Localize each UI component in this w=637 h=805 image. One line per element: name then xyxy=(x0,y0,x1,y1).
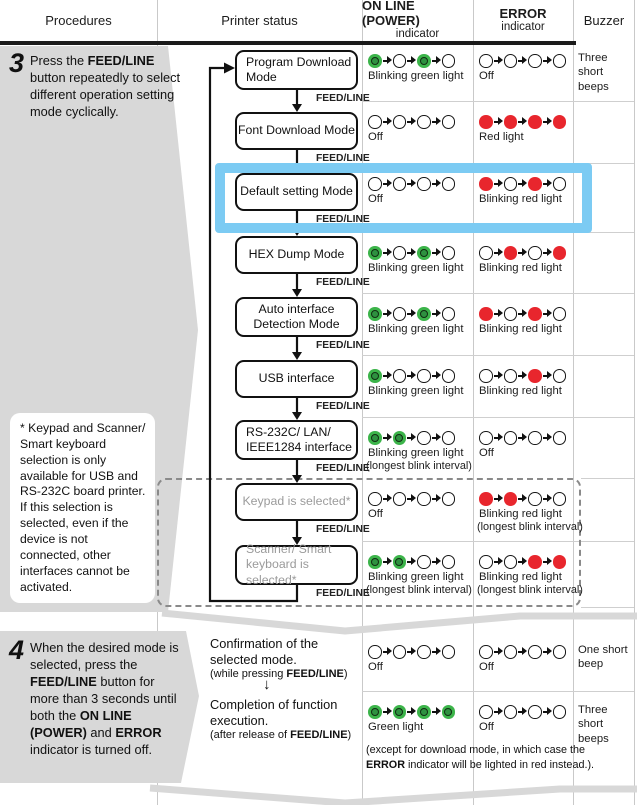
indicator-label: Blinking green light xyxy=(368,323,464,335)
arrow-right-icon xyxy=(406,246,417,259)
led-off-icon xyxy=(504,555,518,569)
arrow-right-icon xyxy=(517,54,528,67)
confirmation-sub: ) xyxy=(343,667,348,680)
led-red-icon xyxy=(528,307,542,321)
column-header-label: ON LINE (POWER) xyxy=(362,0,420,28)
arrow-right-icon xyxy=(406,705,417,718)
mode-box-label: Font Download Mode xyxy=(238,123,355,138)
led-pattern xyxy=(368,369,455,383)
arrow-right-icon xyxy=(517,307,528,320)
led-off-icon xyxy=(442,246,456,260)
completion-sub: (after release of xyxy=(210,728,291,741)
led-pattern xyxy=(479,645,566,659)
flow-arrowhead-icon xyxy=(292,352,302,360)
column-header-label: Printer status xyxy=(221,12,298,28)
indicator-sublabel: (longest blink interval) xyxy=(477,521,583,533)
led-off-icon xyxy=(479,555,493,569)
led-green-icon xyxy=(442,705,456,719)
led-off-icon xyxy=(553,54,567,68)
led-green-icon xyxy=(417,54,431,68)
arrow-right-icon xyxy=(493,246,504,259)
indicator-label: Off xyxy=(479,70,494,82)
arrow-right-icon xyxy=(542,115,553,128)
step4-text-part: and xyxy=(86,725,116,741)
led-off-icon xyxy=(553,431,567,445)
led-green-icon xyxy=(368,307,382,321)
led-pattern xyxy=(479,177,566,191)
feed-line-label: FEED/LINE xyxy=(316,524,370,535)
column-header-label: ERROR xyxy=(499,5,547,21)
arrow-right-icon xyxy=(431,115,442,128)
arrow-right-icon xyxy=(493,115,504,128)
led-red-icon xyxy=(479,115,493,129)
led-off-icon xyxy=(442,369,456,383)
led-green-icon xyxy=(368,246,382,260)
column-header-label: Buzzer xyxy=(583,12,625,28)
led-off-icon xyxy=(368,492,382,506)
led-off-icon xyxy=(393,54,407,68)
indicator-label: Off xyxy=(368,508,383,520)
arrow-right-icon xyxy=(517,645,528,658)
mode-box-label: Detection Mode xyxy=(253,317,340,331)
led-off-icon xyxy=(393,492,407,506)
led-off-icon xyxy=(417,431,431,445)
indicator-label: Blinking red light xyxy=(479,262,562,274)
arrow-right-icon xyxy=(517,177,528,190)
arrow-right-icon xyxy=(517,705,528,718)
led-pattern xyxy=(368,705,455,719)
confirmation-sub-bold: FEED/LINE xyxy=(286,667,344,680)
footnote-part: (except for download mode, in which case the xyxy=(366,744,586,756)
led-red-icon xyxy=(528,369,542,383)
step4-error-bold: ERROR xyxy=(115,725,162,741)
indicator-label: Off xyxy=(479,661,494,673)
mode-box xyxy=(235,420,358,460)
indicator-label: Blinking red light xyxy=(479,571,562,583)
arrow-right-icon xyxy=(382,492,393,505)
led-pattern xyxy=(368,492,455,506)
indicator-label: Off xyxy=(368,193,383,205)
completion-line: execution. xyxy=(210,712,269,728)
arrow-right-icon xyxy=(382,115,393,128)
led-red-icon xyxy=(479,307,493,321)
led-pattern xyxy=(479,307,566,321)
led-green-icon xyxy=(393,431,407,445)
column-header-sublabel: indicator xyxy=(501,20,545,33)
led-off-icon xyxy=(442,54,456,68)
arrow-right-icon xyxy=(382,246,393,259)
mode-box xyxy=(235,50,358,90)
led-off-icon xyxy=(479,369,493,383)
mode-box-label: Mode xyxy=(246,70,277,84)
arrow-right-icon xyxy=(431,555,442,568)
led-pattern xyxy=(368,307,455,321)
led-off-icon xyxy=(504,177,518,191)
mode-box-label: HEX Dump Mode xyxy=(248,247,345,262)
led-pattern xyxy=(368,115,455,129)
mode-box-label: Default setting Mode xyxy=(240,184,353,199)
indicator-label: Green light xyxy=(368,721,424,733)
led-off-icon xyxy=(553,177,567,191)
arrow-right-icon xyxy=(517,369,528,382)
feed-line-label: FEED/LINE xyxy=(316,277,370,288)
led-off-icon xyxy=(553,705,567,719)
arrow-right-icon xyxy=(542,369,553,382)
led-red-icon xyxy=(504,115,518,129)
arrow-right-icon xyxy=(493,705,504,718)
arrow-right-icon xyxy=(431,705,442,718)
led-off-icon xyxy=(417,555,431,569)
led-red-icon xyxy=(504,246,518,260)
arrow-right-icon xyxy=(382,54,393,67)
led-off-icon xyxy=(393,246,407,260)
led-green-icon xyxy=(368,431,382,445)
led-off-icon xyxy=(479,645,493,659)
led-off-icon xyxy=(504,645,518,659)
arrow-right-icon xyxy=(493,54,504,67)
mode-box xyxy=(235,483,358,521)
indicator-label: Off xyxy=(479,721,494,733)
led-off-icon xyxy=(442,555,456,569)
led-off-icon xyxy=(553,492,567,506)
column-header-label: Procedures xyxy=(45,12,112,28)
arrow-right-icon xyxy=(406,54,417,67)
indicator-label: Blinking green light xyxy=(368,447,464,459)
led-pattern xyxy=(479,431,566,445)
buzzer-text: Three short beeps xyxy=(578,52,609,93)
led-pattern xyxy=(479,705,566,719)
footnote-part: indicator will be lighted in red instead.). xyxy=(405,758,595,771)
mode-box-label: keyboard is selected* xyxy=(246,557,309,587)
mode-box-label: IEEE1284 interface xyxy=(246,440,352,454)
buzzer-text: One short beep xyxy=(578,644,628,671)
arrow-right-icon xyxy=(542,54,553,67)
indicator-sublabel: (longest blink interval) xyxy=(366,584,472,596)
feed-line-label: FEED/LINE xyxy=(316,214,370,225)
mode-box-label: Program Download xyxy=(246,54,352,69)
arrow-right-icon xyxy=(493,307,504,320)
led-off-icon xyxy=(417,369,431,383)
confirmation-sub: (while pressing xyxy=(210,667,287,680)
led-off-icon xyxy=(528,54,542,68)
led-off-icon xyxy=(442,645,456,659)
mode-box xyxy=(235,236,358,274)
led-red-icon xyxy=(553,246,567,260)
indicator-sublabel: (longest blink interval) xyxy=(366,460,472,472)
arrow-right-icon xyxy=(382,307,393,320)
completion-line: Completion of function xyxy=(210,697,338,712)
arrow-right-icon xyxy=(431,177,442,190)
loop-arrowhead-icon xyxy=(224,63,235,74)
led-pattern xyxy=(368,645,455,659)
arrow-right-icon xyxy=(517,246,528,259)
confirmation-text xyxy=(210,636,380,682)
led-off-icon xyxy=(442,492,456,506)
arrow-right-icon xyxy=(542,431,553,444)
footnote xyxy=(366,743,600,772)
led-off-icon xyxy=(553,307,567,321)
arrow-right-icon xyxy=(517,492,528,505)
confirmation-line: selected mode. xyxy=(210,651,297,667)
led-off-icon xyxy=(417,177,431,191)
arrow-right-icon xyxy=(431,431,442,444)
step4-text-part: button for more than 3 seconds until both the xyxy=(30,674,177,724)
arrow-right-icon xyxy=(431,307,442,320)
arrow-right-icon xyxy=(493,431,504,444)
arrow-right-icon xyxy=(406,177,417,190)
led-red-icon xyxy=(553,115,567,129)
led-pattern xyxy=(479,369,566,383)
completion-sub: ) xyxy=(347,728,352,741)
arrow-right-icon xyxy=(542,307,553,320)
led-off-icon xyxy=(528,492,542,506)
led-green-icon xyxy=(368,705,382,719)
indicator-label: Blinking green light xyxy=(368,571,464,583)
flow-arrowhead-icon xyxy=(292,412,302,420)
indicator-label: Blinking red light xyxy=(479,323,562,335)
led-off-icon xyxy=(368,645,382,659)
led-off-icon xyxy=(479,431,493,445)
led-green-icon xyxy=(393,555,407,569)
led-red-icon xyxy=(553,555,567,569)
completion-sub-bold: FEED/LINE xyxy=(290,728,348,741)
feed-line-label: FEED/LINE xyxy=(316,401,370,412)
arrow-right-icon xyxy=(517,431,528,444)
indicator-label: Red light xyxy=(479,131,524,143)
column-header-sublabel: indicator xyxy=(395,27,440,40)
step4-text-part: indicator is turned off. xyxy=(30,742,153,758)
indicator-label: Blinking green light xyxy=(368,262,464,274)
led-off-icon xyxy=(479,54,493,68)
led-pattern xyxy=(368,555,455,569)
arrow-right-icon xyxy=(542,645,553,658)
indicator-label: Off xyxy=(368,661,383,673)
step-number: 3 xyxy=(9,48,25,78)
down-arrow-icon: ↓ xyxy=(263,676,271,693)
led-off-icon xyxy=(528,645,542,659)
led-off-icon xyxy=(553,645,567,659)
led-off-icon xyxy=(393,177,407,191)
led-pattern xyxy=(479,492,566,506)
mode-box-label: Scanner/ Smart xyxy=(246,541,332,556)
led-off-icon xyxy=(504,431,518,445)
led-red-icon xyxy=(528,177,542,191)
arrow-right-icon xyxy=(406,555,417,568)
led-off-icon xyxy=(504,369,518,383)
led-off-icon xyxy=(442,431,456,445)
led-red-icon xyxy=(504,492,518,506)
mode-box xyxy=(235,112,358,150)
arrow-right-icon xyxy=(382,177,393,190)
arrow-right-icon xyxy=(431,246,442,259)
led-pattern xyxy=(479,115,566,129)
confirmation-line: Confirmation of the xyxy=(210,636,319,651)
led-green-icon xyxy=(393,705,407,719)
led-off-icon xyxy=(553,369,567,383)
arrow-right-icon xyxy=(382,555,393,568)
led-off-icon xyxy=(504,307,518,321)
arrow-right-icon xyxy=(382,645,393,658)
arrow-right-icon xyxy=(493,555,504,568)
led-off-icon xyxy=(417,115,431,129)
led-pattern xyxy=(368,246,455,260)
led-pattern xyxy=(479,246,566,260)
led-pattern xyxy=(368,177,455,191)
led-off-icon xyxy=(417,645,431,659)
buzzer-text: Three short beeps xyxy=(578,704,609,745)
indicator-label: Blinking red light xyxy=(479,193,562,205)
led-off-icon xyxy=(528,431,542,445)
led-off-icon xyxy=(442,115,456,129)
arrow-right-icon xyxy=(542,705,553,718)
led-off-icon xyxy=(393,115,407,129)
led-off-icon xyxy=(479,705,493,719)
mode-box-label: Auto interface xyxy=(258,301,335,316)
arrow-right-icon xyxy=(493,492,504,505)
step4-text-part: When the desired mode is selected, press the xyxy=(30,640,179,673)
led-green-icon xyxy=(368,369,382,383)
arrow-right-icon xyxy=(431,645,442,658)
led-red-icon xyxy=(528,555,542,569)
flow-arrowhead-icon xyxy=(292,104,302,112)
arrow-right-icon xyxy=(517,555,528,568)
arrow-right-icon xyxy=(431,492,442,505)
led-off-icon xyxy=(393,369,407,383)
mode-box xyxy=(235,297,358,337)
footnote-error-bold: ERROR xyxy=(366,758,405,771)
arrow-right-icon xyxy=(493,177,504,190)
indicator-label: Off xyxy=(479,447,494,459)
led-green-icon xyxy=(417,246,431,260)
indicator-label: Blinking green light xyxy=(368,70,464,82)
led-off-icon xyxy=(393,645,407,659)
led-off-icon xyxy=(442,177,456,191)
arrow-right-icon xyxy=(406,492,417,505)
mode-box-label: Keypad is selected* xyxy=(242,494,351,509)
feed-line-label: FEED/LINE xyxy=(316,588,370,599)
led-red-icon xyxy=(479,492,493,506)
led-off-icon xyxy=(442,307,456,321)
arrow-right-icon xyxy=(517,115,528,128)
arrow-right-icon xyxy=(542,246,553,259)
arrow-right-icon xyxy=(431,54,442,67)
led-off-icon xyxy=(528,246,542,260)
feed-line-label: FEED/LINE xyxy=(316,153,370,164)
led-pattern xyxy=(479,54,566,68)
feed-line-label: FEED/LINE xyxy=(316,340,370,351)
feed-line-label: FEED/LINE xyxy=(316,463,370,474)
led-off-icon xyxy=(368,177,382,191)
step3-text-part: Press the xyxy=(30,53,88,68)
led-pattern xyxy=(479,555,566,569)
arrow-right-icon xyxy=(542,177,553,190)
arrow-right-icon xyxy=(493,645,504,658)
led-green-icon xyxy=(368,54,382,68)
mode-box xyxy=(235,541,358,587)
led-off-icon xyxy=(504,705,518,719)
indicator-label: Blinking red light xyxy=(479,385,562,397)
flow-arrowhead-icon xyxy=(292,289,302,297)
feed-line-label: FEED/LINE xyxy=(316,93,370,104)
led-green-icon xyxy=(417,705,431,719)
led-green-icon xyxy=(368,555,382,569)
arrow-right-icon xyxy=(542,555,553,568)
arrow-right-icon xyxy=(406,307,417,320)
step3-text-part: button repeatedly to select different operation setting mode cyclically. xyxy=(30,70,181,120)
arrow-right-icon xyxy=(542,492,553,505)
flow-arrowhead-icon xyxy=(292,475,302,483)
arrow-right-icon xyxy=(382,369,393,382)
led-off-icon xyxy=(479,246,493,260)
led-off-icon xyxy=(504,54,518,68)
arrow-right-icon xyxy=(382,431,393,444)
step-number: 4 xyxy=(9,635,25,665)
completion-text xyxy=(210,697,385,743)
arrow-right-icon xyxy=(406,645,417,658)
led-pattern xyxy=(368,431,455,445)
arrow-right-icon xyxy=(406,369,417,382)
keypad-note-text: * Keypad and Scanner/ Smart keyboard selection is only available for USB and RS-232C board printer. If this selection is selected, even if the device is not connected, other interfaces cannot be activated. xyxy=(20,421,146,594)
mode-box xyxy=(235,173,358,211)
led-off-icon xyxy=(393,307,407,321)
step4-feed-line-bold: FEED/LINE xyxy=(30,674,97,690)
mode-box xyxy=(235,360,358,398)
step4-online-bold: ON LINE (POWER) xyxy=(30,708,132,741)
step3-feed-line-bold: FEED/LINE xyxy=(87,53,155,68)
led-off-icon xyxy=(528,705,542,719)
arrow-right-icon xyxy=(382,705,393,718)
indicator-label: Blinking green light xyxy=(368,385,464,397)
arrow-right-icon xyxy=(431,369,442,382)
mode-box-label: RS-232C/ LAN/ xyxy=(246,424,331,439)
arrow-right-icon xyxy=(406,115,417,128)
indicator-sublabel: (longest blink interval) xyxy=(477,584,583,596)
led-off-icon xyxy=(417,492,431,506)
indicator-label: Off xyxy=(368,131,383,143)
arrow-right-icon xyxy=(406,431,417,444)
indicator-label: Blinking red light xyxy=(479,508,562,520)
led-red-icon xyxy=(479,177,493,191)
led-off-icon xyxy=(368,115,382,129)
led-red-icon xyxy=(528,115,542,129)
mode-box-label: USB interface xyxy=(258,371,335,386)
arrow-right-icon xyxy=(493,369,504,382)
led-green-icon xyxy=(417,307,431,321)
led-pattern xyxy=(368,54,455,68)
